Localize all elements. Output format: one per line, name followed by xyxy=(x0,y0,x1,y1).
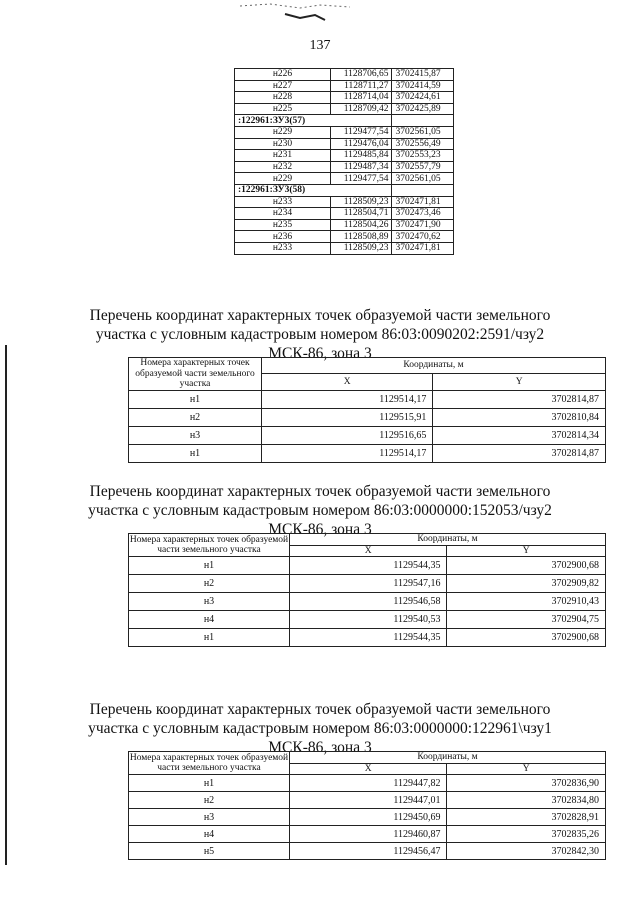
heading-line: МСК-86, зона 3 xyxy=(268,521,372,538)
x-coordinate-cell: 1128709,42 xyxy=(331,103,392,115)
y-coordinate-cell: 3702561,05 xyxy=(392,126,454,138)
x-coordinate-cell: 1128508,89 xyxy=(331,231,392,243)
x-coordinate-cell: 1129447,82 xyxy=(290,775,447,792)
point-id-cell: н233 xyxy=(235,196,331,208)
coordinates-table-1 xyxy=(128,357,606,463)
point-id-cell: н231 xyxy=(235,150,331,162)
point-id-cell: н4 xyxy=(129,611,290,629)
coords-header: Координаты, м xyxy=(262,358,606,374)
y-coordinate-cell: 3702471,90 xyxy=(392,219,454,231)
x-coordinate-cell: 1129460,87 xyxy=(290,826,447,843)
x-coordinate-cell: 1129514,17 xyxy=(262,444,433,462)
points-column-header: Номера характерных точек образуемой части земельного участка xyxy=(129,358,262,391)
y-coordinate-cell: 3702835,26 xyxy=(447,826,606,843)
point-id-cell: н3 xyxy=(129,426,262,444)
table-row xyxy=(235,103,454,115)
table-row xyxy=(129,426,606,444)
y-coordinate-cell: 3702561,05 xyxy=(392,173,454,185)
section-label: :122961:ЗУ3(57) xyxy=(235,115,392,127)
x-coordinate-cell: 1128509,23 xyxy=(331,196,392,208)
x-header: X xyxy=(290,763,447,775)
point-id-cell: н1 xyxy=(129,444,262,462)
table-row xyxy=(235,138,454,150)
table-row xyxy=(235,231,454,243)
table-row xyxy=(235,80,454,92)
coords-header: Координаты, м xyxy=(290,752,606,764)
x-coordinate-cell: 1129514,17 xyxy=(262,390,433,408)
table-row xyxy=(235,126,454,138)
y-coordinate-cell: 3702556,49 xyxy=(392,138,454,150)
y-coordinate-cell: 3702904,75 xyxy=(447,611,606,629)
heading-line: МСК-86, зона 3 xyxy=(268,739,372,756)
y-coordinate-cell: 3702834,80 xyxy=(447,792,606,809)
point-id-cell: н5 xyxy=(129,843,290,860)
x-coordinate-cell: 1129456,47 xyxy=(290,843,447,860)
points-column-header: Номера характерных точек образуемой части земельного участка xyxy=(129,534,289,555)
point-id-cell: н1 xyxy=(129,629,290,647)
point-id-cell: н227 xyxy=(235,80,331,92)
x-coordinate-cell: 1128504,26 xyxy=(331,219,392,231)
point-id-cell: н226 xyxy=(235,69,331,81)
coords-header: Координаты, м xyxy=(290,534,606,546)
table-row xyxy=(129,843,606,860)
heading-line: участка с условным кадастровым номером 86:03:0090202:2591/чзу2 xyxy=(95,326,545,343)
point-id-cell: н2 xyxy=(129,575,290,593)
y-coordinate-cell: 3702909,82 xyxy=(447,575,606,593)
table-row xyxy=(235,196,454,208)
table-row xyxy=(129,557,606,575)
y-coordinate-cell: 3702553,23 xyxy=(392,150,454,162)
x-coordinate-cell: 1129476,04 xyxy=(331,138,392,150)
x-coordinate-cell: 1129515,91 xyxy=(262,408,433,426)
x-coordinate-cell: 1129447,01 xyxy=(290,792,447,809)
y-coordinate-cell: 3702900,68 xyxy=(447,629,606,647)
point-id-cell: н1 xyxy=(129,390,262,408)
point-id-cell: н4 xyxy=(129,826,290,843)
point-id-cell: н232 xyxy=(235,161,331,173)
x-coordinate-cell: 1128509,23 xyxy=(331,242,392,254)
y-coordinate-cell: 3702814,34 xyxy=(433,426,606,444)
y-coordinate-cell: 3702470,62 xyxy=(392,231,454,243)
y-coordinate-cell: 3702910,43 xyxy=(447,593,606,611)
point-id-cell: н233 xyxy=(235,242,331,254)
point-id-cell: н2 xyxy=(129,408,262,426)
y-coordinate-cell: 3702900,68 xyxy=(447,557,606,575)
y-coordinate-cell: 3702842,30 xyxy=(447,843,606,860)
x-coordinate-cell: 1129485,84 xyxy=(331,150,392,162)
table-row xyxy=(235,242,454,254)
section-row xyxy=(235,115,454,127)
section-heading-2 xyxy=(0,482,640,539)
point-id-cell: н3 xyxy=(129,809,290,826)
point-id-cell: н236 xyxy=(235,231,331,243)
x-coordinate-cell: 1129487,34 xyxy=(331,161,392,173)
y-coordinate-cell: 3702814,87 xyxy=(433,444,606,462)
table-row xyxy=(235,69,454,81)
table-row xyxy=(129,629,606,647)
y-coordinate-cell: 3702414,59 xyxy=(392,80,454,92)
point-id-cell: н1 xyxy=(129,557,290,575)
x-coordinate-cell: 1128504,71 xyxy=(331,208,392,220)
table-row xyxy=(129,792,606,809)
heading-line: участка с условным кадастровым номером 86:03:0000000:152053/чзу2 xyxy=(88,502,552,519)
table-row xyxy=(235,161,454,173)
heading-line: Перечень координат характерных точек образуемой части земельного xyxy=(89,701,551,718)
table-row xyxy=(129,593,606,611)
y-coordinate-cell: 3702810,84 xyxy=(433,408,606,426)
heading-line: участка с условным кадастровым номером 86:03:0000000:122961\чзу1 xyxy=(88,720,552,737)
point-id-cell: н3 xyxy=(129,593,290,611)
x-coordinate-cell: 1129450,69 xyxy=(290,809,447,826)
table-row xyxy=(129,775,606,792)
x-coordinate-cell: 1129544,35 xyxy=(290,557,447,575)
y-coordinate-cell: 3702828,91 xyxy=(447,809,606,826)
points-column-header: Номера характерных точек образуемой части земельного участка xyxy=(129,752,289,773)
section-heading-1 xyxy=(0,306,640,363)
table-row xyxy=(129,444,606,462)
y-header: Y xyxy=(447,763,606,775)
y-coordinate-cell: 3702471,81 xyxy=(392,242,454,254)
section-heading-3 xyxy=(0,700,640,757)
table-row xyxy=(129,611,606,629)
empty-cell xyxy=(392,115,454,127)
table-row xyxy=(129,809,606,826)
x-coordinate-cell: 1129547,16 xyxy=(290,575,447,593)
point-id-cell: н228 xyxy=(235,92,331,104)
point-id-cell: н229 xyxy=(235,126,331,138)
table-row xyxy=(235,219,454,231)
empty-cell xyxy=(392,184,454,196)
heading-line: Перечень координат характерных точек образуемой части земельного xyxy=(89,483,551,500)
x-coordinate-cell: 1129540,53 xyxy=(290,611,447,629)
point-id-cell: н1 xyxy=(129,775,290,792)
table-row xyxy=(235,92,454,104)
x-coordinate-cell: 1129477,54 xyxy=(331,126,392,138)
y-coordinate-cell: 3702557,79 xyxy=(392,161,454,173)
section-label: :122961:ЗУ3(58) xyxy=(235,184,392,196)
table-row xyxy=(129,408,606,426)
x-coordinate-cell: 1129546,58 xyxy=(290,593,447,611)
point-id-cell: н234 xyxy=(235,208,331,220)
table-row xyxy=(129,390,606,408)
x-coordinate-cell: 1128706,65 xyxy=(331,69,392,81)
x-header: X xyxy=(290,545,447,557)
x-coordinate-cell: 1129477,54 xyxy=(331,173,392,185)
table-row xyxy=(129,826,606,843)
page-number: 137 xyxy=(309,38,331,53)
scan-margin-line xyxy=(5,345,7,865)
point-id-cell: н235 xyxy=(235,219,331,231)
table-row xyxy=(129,575,606,593)
coordinates-table-2 xyxy=(128,533,606,647)
section-row xyxy=(235,184,454,196)
coordinates-table-3 xyxy=(128,751,606,860)
point-id-cell: н225 xyxy=(235,103,331,115)
x-coordinate-cell: 1129544,35 xyxy=(290,629,447,647)
y-header: Y xyxy=(433,374,606,390)
y-coordinate-cell: 3702415,87 xyxy=(392,69,454,81)
x-coordinate-cell: 1128714,04 xyxy=(331,92,392,104)
heading-line: МСК-86, зона 3 xyxy=(268,345,372,362)
point-id-cell: н230 xyxy=(235,138,331,150)
y-coordinate-cell: 3702425,89 xyxy=(392,103,454,115)
y-coordinate-cell: 3702836,90 xyxy=(447,775,606,792)
heading-line: Перечень координат характерных точек образуемой части земельного xyxy=(89,307,551,324)
table-row xyxy=(235,150,454,162)
point-id-cell: н229 xyxy=(235,173,331,185)
table-row xyxy=(235,173,454,185)
table-row xyxy=(235,208,454,220)
point-id-cell: н2 xyxy=(129,792,290,809)
x-coordinate-cell: 1129516,65 xyxy=(262,426,433,444)
y-coordinate-cell: 3702473,46 xyxy=(392,208,454,220)
y-coordinate-cell: 3702814,87 xyxy=(433,390,606,408)
x-coordinate-cell: 1128711,27 xyxy=(331,80,392,92)
coordinates-table-continued xyxy=(234,68,454,255)
x-header: X xyxy=(262,374,433,390)
y-header: Y xyxy=(447,545,606,557)
y-coordinate-cell: 3702471,81 xyxy=(392,196,454,208)
scan-smudge xyxy=(230,0,390,30)
y-coordinate-cell: 3702424,61 xyxy=(392,92,454,104)
